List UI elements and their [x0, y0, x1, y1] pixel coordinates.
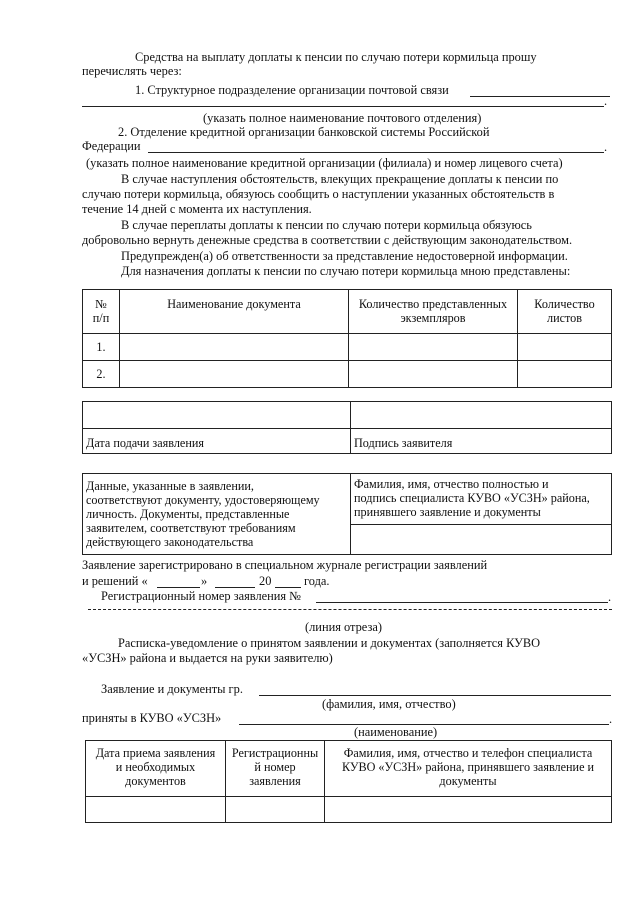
- bank-option-label-cont: Федерации: [82, 139, 141, 153]
- verification-table: [82, 473, 612, 555]
- receipt-date-cell[interactable]: [86, 797, 226, 823]
- period: .: [604, 140, 608, 154]
- receipt-number-cell[interactable]: [226, 797, 325, 823]
- obligation-p1-l3: течение 14 дней с момента их наступления.: [82, 202, 312, 216]
- col-specialist: Фамилия, имя, отчество и телефон специалиста КУВО «УСЗН» района, принявшего заявление и документы: [325, 741, 612, 797]
- applicant-note: (фамилия, имя, отчество): [322, 697, 456, 711]
- department-note: (наименование): [354, 725, 438, 739]
- table-row: [86, 797, 612, 823]
- col-registration-number: Регистрационны й номер заявления: [226, 741, 325, 797]
- sheets-cell[interactable]: [518, 334, 612, 361]
- signature-field[interactable]: [351, 402, 612, 429]
- specialist-signature-field[interactable]: [351, 525, 612, 555]
- registration-day-field[interactable]: [157, 587, 200, 588]
- col-number: № п/п: [83, 290, 120, 334]
- intro-line1: Средства на выплату доплаты к пенсии по случаю потери кормильца прошу: [135, 50, 537, 64]
- intro-line2: перечислять через:: [82, 64, 182, 78]
- obligation-p2: В случае переплаты доплаты к пенсии по случаю потери кормильца обязуюсь: [121, 218, 532, 232]
- table-row: [83, 361, 612, 388]
- registration-text: Заявление зарегистрировано в специальном журнале регистрации заявлений: [82, 558, 488, 572]
- cut-line: [88, 609, 612, 610]
- accepted-label: приняты в КУВО «УСЗН»: [82, 711, 222, 725]
- applicant-label: Заявление и документы гр.: [101, 682, 243, 696]
- col-document-name: Наименование документа: [120, 290, 349, 334]
- applicant-name-field[interactable]: [259, 695, 611, 696]
- receipt-title-cont: «УСЗН» района и выдается на руки заявителю): [82, 651, 333, 665]
- documents-intro: Для назначения доплаты к пенсии по случаю потери кормильца мною представлены:: [121, 264, 571, 278]
- obligation-p2-l2: добровольно вернуть денежные средства в соответствии с действующим законодательством.: [82, 233, 573, 247]
- period: .: [604, 94, 608, 108]
- registration-year-prefix: 20: [259, 574, 272, 588]
- signature-label: Подпись заявителя: [351, 429, 612, 454]
- period: .: [609, 712, 613, 726]
- verification-statement: Данные, указанные в заявлении, соответствуют документу, удостоверяющему личность. Документы, представленные заявителем, соответствуют требованиям действующего законодательства: [83, 474, 351, 555]
- date-label: Дата подачи заявления: [83, 429, 351, 454]
- bank-note: (указать полное наименование кредитной организации (филиала) и номер лицевого счета): [86, 156, 563, 170]
- document-name-cell[interactable]: [120, 361, 349, 388]
- registration-year-suffix: года.: [304, 574, 330, 588]
- receipt-table: [85, 740, 612, 823]
- bank-option-label: 2. Отделение кредитной организации банковской системы Российской: [118, 125, 490, 139]
- sheets-cell[interactable]: [518, 361, 612, 388]
- registration-number-label: Регистрационный номер заявления №: [101, 589, 302, 603]
- postal-option-label: 1. Структурное подразделение организации почтовой связи: [135, 83, 449, 97]
- table-row: [83, 334, 612, 361]
- registration-year-field[interactable]: [275, 587, 301, 588]
- warning-text: Предупрежден(а) об ответственности за представление недостоверной информации.: [121, 249, 568, 263]
- registration-number-field[interactable]: [316, 602, 608, 603]
- copies-cell[interactable]: [349, 361, 518, 388]
- obligation-p1-l2: случаю потери кормильца, обязуюсь сообщить о наступлении указанных обстоятельств в: [82, 187, 555, 201]
- document-name-cell[interactable]: [120, 334, 349, 361]
- bank-field[interactable]: [148, 152, 604, 153]
- row-number: 1.: [83, 334, 120, 361]
- signature-table: [82, 401, 612, 454]
- receipt-title: Расписка-уведомление о принятом заявлении и документах (заполняется КУВО: [118, 636, 541, 650]
- receipt-specialist-cell[interactable]: [325, 797, 612, 823]
- col-sheets: Количество листов: [518, 290, 612, 334]
- documents-table: [82, 289, 612, 388]
- postal-office-note: (указать полное наименование почтового отделения): [203, 111, 482, 125]
- col-receipt-date: Дата приема заявления и необходимых документов: [86, 741, 226, 797]
- registration-date-prefix: и решений «: [82, 574, 148, 588]
- period: .: [608, 590, 612, 604]
- postal-office-field[interactable]: [470, 96, 610, 97]
- copies-cell[interactable]: [349, 334, 518, 361]
- row-number: 2.: [83, 361, 120, 388]
- registration-quote: »: [201, 574, 208, 588]
- registration-month-field[interactable]: [215, 587, 255, 588]
- cut-line-label: (линия отреза): [305, 620, 382, 634]
- postal-office-field-cont[interactable]: [82, 106, 604, 107]
- date-field[interactable]: [83, 402, 351, 429]
- specialist-label: Фамилия, имя, отчество полностью и подпись специалиста КУВО «УСЗН» района, принявшего заявление и документы: [351, 474, 612, 525]
- obligation-p1: В случае наступления обстоятельств, влекущих прекращение доплаты к пенсии по: [121, 172, 559, 186]
- col-copies: Количество представленных экземпляров: [349, 290, 518, 334]
